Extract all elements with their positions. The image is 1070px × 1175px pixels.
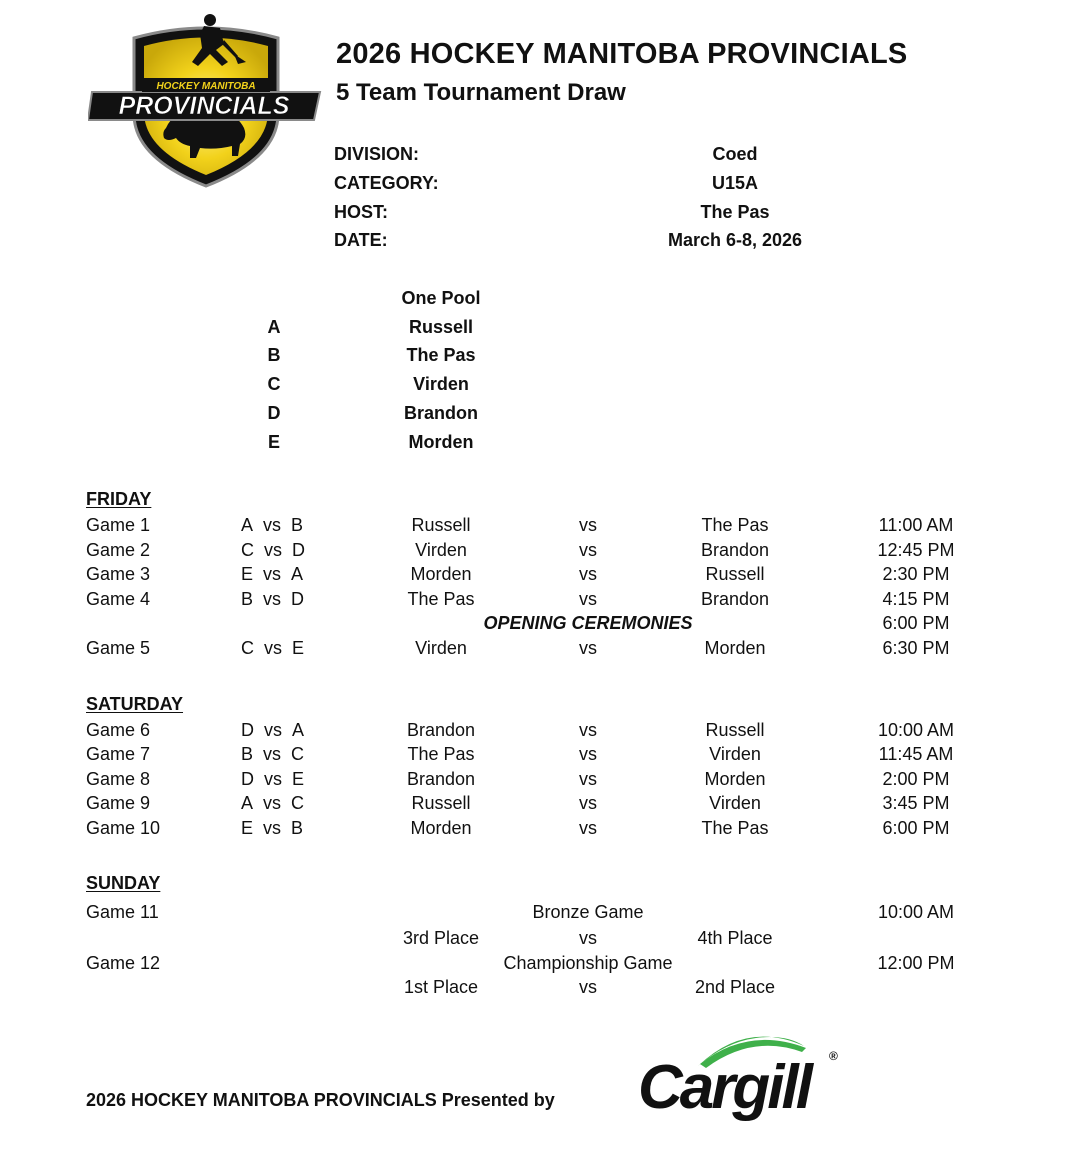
matchup-letter: D <box>292 540 306 560</box>
versus: vs <box>579 720 597 740</box>
home-team: Morden <box>410 564 472 584</box>
matchup-letter: E <box>292 769 305 789</box>
game-number: Game 6 <box>86 720 151 740</box>
away-team: The Pas <box>701 818 769 838</box>
home-team: Russell <box>411 515 471 535</box>
matchup-vs: vs <box>264 540 283 560</box>
matchup-letter: B <box>241 744 254 764</box>
versus: vs <box>579 744 597 764</box>
page-subtitle: 5 Team Tournament Draw <box>336 79 626 106</box>
versus: vs <box>579 515 597 535</box>
versus: vs <box>579 793 597 813</box>
schedule-row <box>0 564 1070 588</box>
schedule-row <box>0 744 1070 768</box>
matchup-letters <box>241 515 321 536</box>
versus: vs <box>579 769 597 789</box>
matchup-letter: A <box>292 720 305 740</box>
game-time: 6:00 PM <box>882 818 950 838</box>
home-team: Virden <box>415 638 467 658</box>
game-number: Game 1 <box>86 515 151 535</box>
game-time: 2:00 PM <box>882 769 950 789</box>
matchup-vs: vs <box>263 564 282 584</box>
host-label: HOST: <box>334 202 388 222</box>
page-title: 2026 HOCKEY MANITOBA PROVINCIALS <box>336 38 908 70</box>
placement-row <box>0 977 1070 1001</box>
matchup-vs: vs <box>263 744 282 764</box>
matchup-letter: A <box>241 793 254 813</box>
game-time: 11:00 AM <box>878 515 954 535</box>
home-team: Russell <box>411 793 471 813</box>
away-team: The Pas <box>701 515 769 535</box>
pool-letter: B <box>267 345 281 365</box>
event-name: Bronze Game <box>532 902 644 922</box>
game-time: 4:15 PM <box>882 589 950 609</box>
hockey-manitoba-provincials-logo <box>88 10 324 190</box>
footer-presented-by: 2026 HOCKEY MANITOBA PROVINCIALS Presented by <box>86 1090 555 1110</box>
game-time: 10:00 AM <box>877 902 955 922</box>
home-team: Morden <box>410 818 472 838</box>
schedule-row <box>0 589 1070 613</box>
pool-letter: D <box>267 403 281 423</box>
schedule-row <box>0 638 1070 662</box>
schedule-row <box>0 793 1070 817</box>
opening-ceremonies-label: OPENING CEREMONIES <box>483 613 693 633</box>
registered-mark: ® <box>829 1049 838 1063</box>
versus: vs <box>579 638 597 658</box>
game-number: Game 2 <box>86 540 151 560</box>
matchup-letters <box>241 638 321 659</box>
matchup-letter: D <box>291 589 305 609</box>
game-number: Game 10 <box>86 818 161 838</box>
game-time: 10:00 AM <box>877 720 955 740</box>
matchup-vs: vs <box>264 638 283 658</box>
away-team: Virden <box>709 793 761 813</box>
schedule-row <box>0 902 1070 926</box>
schedule-row <box>0 818 1070 842</box>
game-number: Game 4 <box>86 589 151 609</box>
game-time: 2:30 PM <box>882 564 950 584</box>
game-time: 12:00 PM <box>877 953 955 973</box>
game-time: 12:45 PM <box>877 540 955 560</box>
host-value: The Pas <box>700 202 770 222</box>
matchup-letters <box>241 720 321 741</box>
pool-team: The Pas <box>406 345 476 365</box>
game-number: Game 7 <box>86 744 151 764</box>
division-label: DIVISION: <box>334 144 420 164</box>
matchup-vs: vs <box>263 589 282 609</box>
game-time: 6:30 PM <box>882 638 950 658</box>
matchup-letters <box>241 793 321 814</box>
pool-letter: C <box>267 374 281 394</box>
schedule-row <box>0 769 1070 793</box>
pool-team: Virden <box>413 374 469 394</box>
home-team: Virden <box>415 540 467 560</box>
versus: vs <box>579 977 597 997</box>
friday-heading: FRIDAY <box>86 489 152 509</box>
matchup-letter: C <box>241 638 254 658</box>
home-team: The Pas <box>407 744 475 764</box>
ceremony-time: 6:00 PM <box>882 613 950 633</box>
matchup-letter: B <box>291 515 304 535</box>
category-value: U15A <box>711 173 759 193</box>
matchup-vs: vs <box>264 720 283 740</box>
matchup-letter: B <box>241 589 254 609</box>
matchup-vs: vs <box>263 793 282 813</box>
matchup-letter: A <box>241 515 254 535</box>
schedule-row <box>0 515 1070 539</box>
game-number: Game 3 <box>86 564 151 584</box>
schedule-row <box>0 720 1070 744</box>
date-label: DATE: <box>334 230 388 250</box>
ceremony-row <box>0 613 1070 637</box>
game-time: 3:45 PM <box>882 793 950 813</box>
matchup-letters <box>241 540 321 561</box>
matchup-letter: E <box>241 564 254 584</box>
schedule-row <box>0 953 1070 977</box>
matchup-letters <box>241 589 321 610</box>
event-name: Championship Game <box>503 953 673 973</box>
logo-main-text: PROVINCIALS <box>118 92 290 120</box>
placement-row <box>0 928 1070 952</box>
away-team: Morden <box>704 638 766 658</box>
away-team: Brandon <box>700 540 770 560</box>
schedule-row <box>0 540 1070 564</box>
home-team: The Pas <box>407 589 475 609</box>
away-team: Virden <box>709 744 761 764</box>
category-label: CATEGORY: <box>334 173 439 193</box>
matchup-letter: D <box>241 720 254 740</box>
home-team: Brandon <box>406 769 476 789</box>
game-number: Game 5 <box>86 638 151 658</box>
game-number: Game 8 <box>86 769 151 789</box>
game-number: Game 9 <box>86 793 151 813</box>
away-team: 4th Place <box>697 928 773 948</box>
matchup-vs: vs <box>263 515 282 535</box>
pool-heading: One Pool <box>401 288 481 308</box>
home-team: 1st Place <box>403 977 479 997</box>
pool-letter: E <box>267 432 280 452</box>
matchup-letter: E <box>241 818 254 838</box>
versus: vs <box>579 589 597 609</box>
logo-top-text: HOCKEY MANITOBA <box>156 81 256 92</box>
game-time: 11:45 AM <box>878 744 954 764</box>
pool-team: Morden <box>408 432 474 452</box>
matchup-letter: C <box>241 540 254 560</box>
home-team: Brandon <box>406 720 476 740</box>
game-number: Game 11 <box>86 902 159 922</box>
matchup-letter: C <box>291 744 305 764</box>
versus: vs <box>579 928 597 948</box>
pool-team: Russell <box>408 317 474 337</box>
matchup-letters <box>241 744 321 765</box>
versus: vs <box>579 540 597 560</box>
matchup-letters <box>241 818 321 839</box>
cargill-logo <box>636 1026 846 1126</box>
matchup-vs: vs <box>263 818 282 838</box>
matchup-letters <box>241 769 321 790</box>
away-team: Russell <box>705 564 765 584</box>
saturday-heading: SATURDAY <box>86 694 184 714</box>
versus: vs <box>579 818 597 838</box>
away-team: 2nd Place <box>694 977 776 997</box>
matchup-vs: vs <box>264 769 283 789</box>
date-value: March 6-8, 2026 <box>667 230 803 250</box>
matchup-letter: D <box>241 769 254 789</box>
division-value: Coed <box>712 144 758 164</box>
away-team: Morden <box>704 769 766 789</box>
matchup-letter: E <box>292 638 305 658</box>
pool-letter: A <box>267 317 281 337</box>
matchup-letter: B <box>291 818 304 838</box>
home-team: 3rd Place <box>402 928 480 948</box>
matchup-letter: A <box>291 564 304 584</box>
sunday-heading: SUNDAY <box>86 873 161 893</box>
away-team: Russell <box>705 720 765 740</box>
cargill-wordmark: Cargill <box>638 1053 810 1122</box>
versus: vs <box>579 564 597 584</box>
matchup-letters <box>241 564 321 585</box>
matchup-letter: C <box>291 793 305 813</box>
game-number: Game 12 <box>86 953 161 973</box>
away-team: Brandon <box>700 589 770 609</box>
pool-team: Brandon <box>404 403 478 423</box>
